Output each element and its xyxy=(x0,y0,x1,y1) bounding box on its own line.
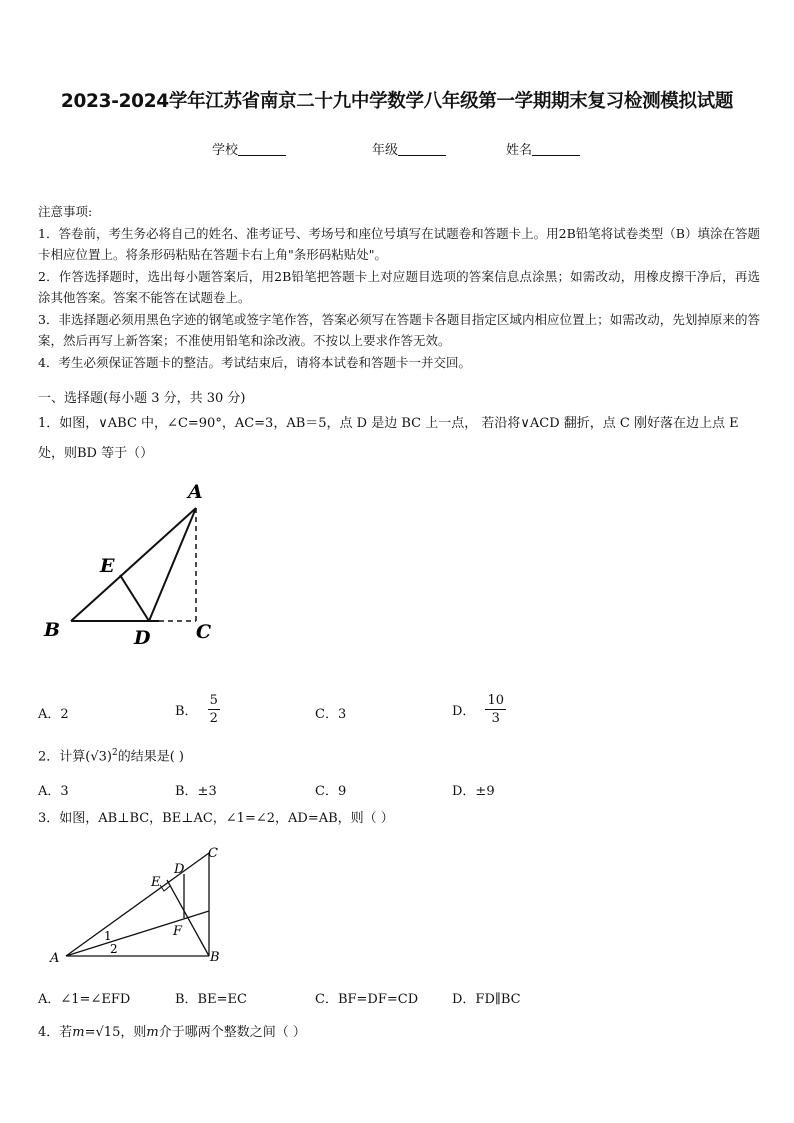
q1-option-d[interactable] xyxy=(452,692,506,727)
q1-option-b-num: 5 xyxy=(209,693,218,708)
fig3-label-d: D xyxy=(174,862,185,877)
fig3-label-b: B xyxy=(210,950,220,965)
q1-option-d-num: 10 xyxy=(487,693,504,708)
q1-option-b-fraction xyxy=(208,692,220,727)
question-4-prefix: 4．若 xyxy=(38,1025,73,1040)
fig3-angle-2: 2 xyxy=(110,942,118,956)
fig1-label-b: B xyxy=(44,619,61,641)
q1-option-d-den: 3 xyxy=(491,711,500,726)
question-3-text: 3．如图，AB⊥BC，BE⊥AC，∠1=∠2，AD=AB，则（ ） xyxy=(38,811,394,826)
grade-label: 年级 xyxy=(372,143,399,158)
question-4-var-m2: m xyxy=(146,1025,159,1040)
question-3-figure xyxy=(44,843,234,969)
question-4-suffix: 介于哪两个整数之间（ ） xyxy=(158,1025,306,1040)
question-1-text-line1: 1．如图，∨ABC 中，∠C=90°，AC=3，AB＝5，点 D 是边 BC 上一点， 若沿将∨ACD 翻折，点 C 刚好落在边上点 E xyxy=(38,416,739,431)
question-4-eq: = xyxy=(84,1025,96,1040)
question-2-suffix: 的结果是( ) xyxy=(117,749,184,765)
notice-section xyxy=(38,201,760,373)
q2-option-c[interactable]: C．9 xyxy=(315,784,347,799)
fig3-label-e: E xyxy=(151,875,161,890)
q3-option-b[interactable]: B．BE=EC xyxy=(175,992,247,1007)
question-3-options xyxy=(0,988,794,1008)
q2-option-b[interactable]: B．±3 xyxy=(175,784,217,799)
question-2-options xyxy=(0,780,794,800)
notice-item-2: 2．作答选择题时，选出每小题答案后，用2B铅笔把答题卡上对应题目选项的答案信息点涂黑；如需改动，用橡皮擦干净后，再选涂其他答案。答案不能答在试题卷上。 xyxy=(38,268,760,305)
notice-item-1: 1．答卷前，考生务必将自己的姓名、准考证号、考场号和座位号填写在试题卷和答题卡上。用2B铅笔将试卷类型（B）填涂在答题卡相应位置上。将条形码粘贴在答题卡右上角"条形码粘贴处"。 xyxy=(38,225,760,262)
q1-option-b-label: B． xyxy=(175,704,198,719)
section-heading: 一、选择题(每小题 3 分，共 30 分) xyxy=(38,391,246,406)
fig3-label-c: C xyxy=(208,846,218,861)
q1-option-d-label: D． xyxy=(452,704,476,719)
school-label: 学校 xyxy=(212,143,239,158)
question-2 xyxy=(38,738,760,772)
fig1-label-a: A xyxy=(188,481,203,503)
q1-option-d-fraction xyxy=(485,692,506,727)
question-1-figure xyxy=(36,478,226,650)
question-2-expression: (√3) xyxy=(85,749,112,765)
question-2-prefix: 2．计算 xyxy=(38,749,86,765)
question-1 xyxy=(38,409,760,469)
question-4-sqrt: √15 xyxy=(95,1025,121,1040)
fig3-label-f: F xyxy=(173,924,183,939)
name-label: 姓名 xyxy=(506,143,533,158)
fig1-label-e: E xyxy=(100,555,115,577)
fig3-label-a: A xyxy=(50,951,60,966)
notice-item-3: 3．非选择题必须用黑色字迹的钢笔或签字笔作答，答案必须写在答题卡各题目指定区域内相应位置上；如需改动，先划掉原来的答案，然后再写上新答案；不准使用铅笔和涂改液。不按以上要求作答无效。 xyxy=(38,311,760,348)
fig1-label-d: D xyxy=(134,627,151,649)
question-3 xyxy=(38,804,760,834)
q2-option-a[interactable]: A．3 xyxy=(38,784,69,799)
question-4 xyxy=(38,1018,760,1048)
q3-option-c[interactable]: C．BF=DF=CD xyxy=(315,992,419,1007)
q3-option-d[interactable]: D．FD∥BC xyxy=(452,992,521,1007)
name-field[interactable] xyxy=(506,139,580,158)
question-4-var-m: m xyxy=(72,1025,85,1040)
grade-field[interactable] xyxy=(372,139,446,158)
q1-option-b-den: 2 xyxy=(209,711,218,726)
fig3-angle-1: 1 xyxy=(104,929,112,943)
q1-option-b[interactable] xyxy=(175,692,220,727)
question-1-options xyxy=(0,692,794,732)
school-field[interactable] xyxy=(212,139,286,158)
q3-option-a[interactable]: A．∠1=∠EFD xyxy=(38,992,131,1007)
q2-option-d[interactable]: D．±9 xyxy=(452,784,495,799)
notice-heading: 注意事项: xyxy=(38,204,93,219)
q1-option-c[interactable]: C．3 xyxy=(315,707,347,722)
notice-item-4: 4．考生必须保证答题卡的整洁。考试结束后，请将本试卷和答题卡一并交回。 xyxy=(38,354,471,370)
exam-title: 2023-2024学年江苏省南京二十九中学数学八年级第一学期期末复习检测模拟试题 xyxy=(60,91,734,112)
question-4-mid: ，则 xyxy=(120,1025,147,1040)
question-1-text-line2: 处，则BD 等于（） xyxy=(38,446,154,461)
fig1-label-c: C xyxy=(196,621,212,643)
q1-option-a[interactable]: A．2 xyxy=(38,707,69,722)
question-2-exponent: 2 xyxy=(111,748,118,758)
